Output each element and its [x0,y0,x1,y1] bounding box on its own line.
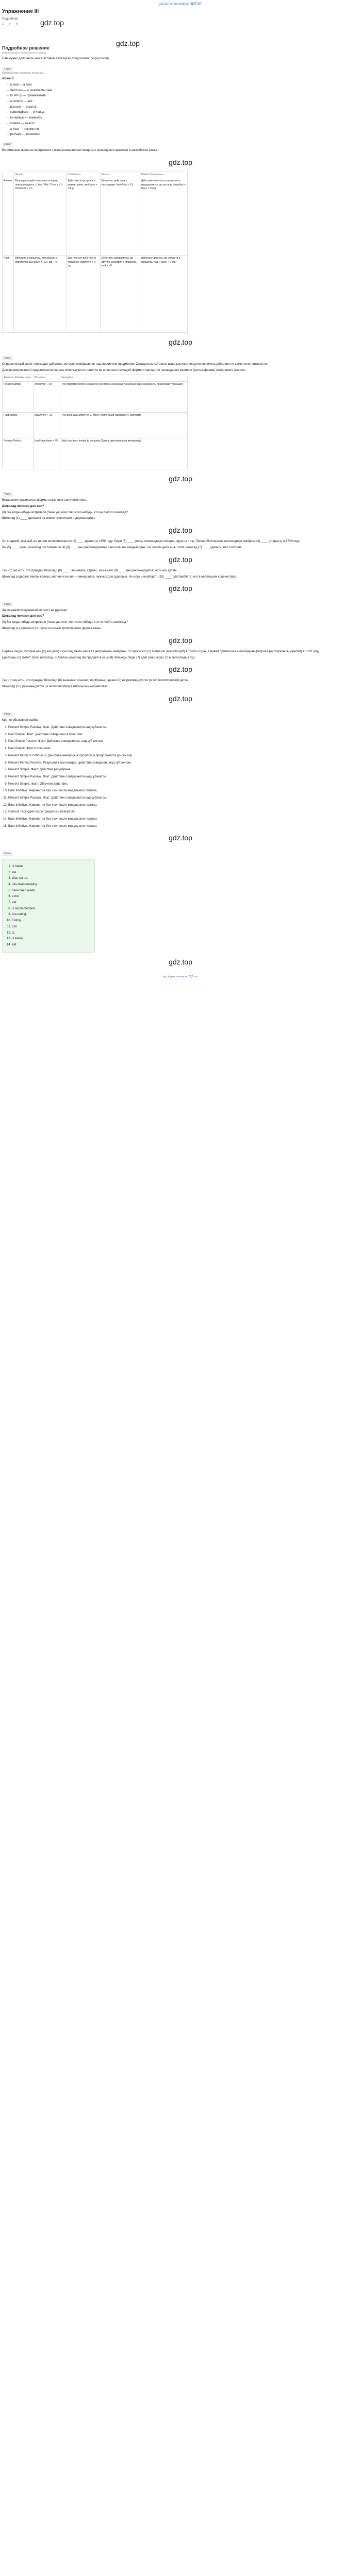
vocab-list [6,83,359,137]
watermark: gdz.top [169,636,192,645]
step-text: Absolut [2,77,14,81]
step-label: 4 шаг [2,492,13,497]
solution-subtitle: Используемые правила/конструкции [2,51,46,55]
watermark: gdz.top [169,665,192,674]
text-paragraph: Первые люди, которые ели (2) ели (ate) шоколад, были майя в Центральной Америке. В Европе его (3) привезли (was brought) в 1520-х годах. Первая британская шоколадная фабрика (4) открылась (opened) в 1728 году. [2,650,320,653]
list-item: 15. Bare Infinitive. Инфинитив без «to» после модального глагола. [8,824,359,829]
answer-item: 3. Was set up. [12,876,90,881]
table-row [3,381,188,412]
text-paragraph: (0) Вы когда-нибудь встречали (have you ever met) кого-нибудь, кто не любит шоколад? [2,511,128,514]
text-title: Шоколад полезен для вас? [2,504,44,508]
list-item: 1. Present Simple Passive. Факт: Действие совершается над субъектом. [8,725,359,730]
answer-item: 1. is made. [12,865,90,869]
list-item: 7. Present Simple. Факт: Действие регулярное. [8,768,359,772]
watermark: gdz.top [169,526,192,534]
text-paragraph: (0) Вы когда-нибудь встречали (have you ever met) кого-нибудь, кто не любит шоколад? [2,621,128,624]
table-cell: Past [3,256,14,333]
exercise-title: Упражнение III [2,9,39,14]
table-header: Examples [60,375,188,381]
step-label: 6 шаг [2,712,13,717]
step-text: Вставляем правильные формы глаголов и получаем текст. [2,499,87,502]
table-cell: Present [3,178,14,256]
text-paragraph: Шоколад (10) рекомендуется (is recommended) в небольших количествах. [2,685,109,689]
answer-box [2,859,95,953]
table-cell: Действие завершилось до другого действия в прошлом. had + V3 [100,256,140,333]
table-cell: Has/Have been + V3 [33,438,60,469]
step-text: Вспоминаем правила построения и использования настоящего и прошедшего времени в английском языке. [2,149,158,152]
step-text: Записываем получившийся текст на русском. [2,608,68,612]
table-cell: Past Simple [3,412,34,438]
table-cell: The important tennis is made by scientists (Значимая теннисная закономерность происходит учеными) [60,381,188,412]
passive-table [2,375,188,469]
list-item: 4. Past Simple. Факт в прошлом. [8,747,359,751]
list-item: 6. Present Perfect Passive. Результат в настоящем: действие совершено над субъектом. [8,761,359,766]
explanations-list [8,725,359,828]
list-item: — a century — век [6,99,359,104]
page [0,0,361,983]
list-item: — to replace — заменить [6,116,359,121]
table-cell: Результат действия в настоящем. have/has + V3 [100,178,140,256]
list-item: 11. Present Simple Passive. Факт: Действие совершается над субъектом. [8,796,359,801]
list-item: 12. Bare Infinitive. Инфинитив без «to» после модального глагола. [8,803,359,808]
watermark: gdz.top [116,39,140,47]
step-label: 2 шаг [2,142,13,147]
answer-label: Ответ [2,852,13,856]
step-text: Определенный залог переходит действие, которое совершается над лицом или предметом. Страдательный залог используется, когда исполнитель действия не важен или неизвестен. [2,362,268,366]
table-cell: Действие длилось до момента в прошлом. had + been + V-ing [140,256,187,333]
answer-item: 11. Eat. [12,925,90,929]
answer-item: 5. have been made. [12,889,90,893]
list-item: 13. Gerund. Герундий после предлога «instead of». [8,810,359,815]
text-paragraph: Так что же есть, это правда? Шоколад (8) ____ (вызывать) кариес, из-за чего (9) ____ (не рекомендуется) есть его детям. [2,569,177,572]
list-item: 2. Past Simple. Факт: Действие совершено в прошлом. [8,733,359,737]
table-row [3,438,188,469]
table-header-row [3,172,188,178]
pager-item-2[interactable]: 2 [9,23,11,26]
text-paragraph: Вы (5) ____ (ешь) шоколад постоянно, если (6) ____ (не рекомендовать) Вам есть его каждый день. На самом деле ешь, хотя шоколад (7) ____ (делать) вас толстым. [2,546,242,549]
intro-text: Нам нужно дополнить текст, вставив в пропуски предлогами, по-русски/пр. [2,57,110,61]
table-row [3,178,188,256]
watermark: gdz.top [169,158,192,166]
table-header-row [3,375,188,381]
watermark: gdz.top [169,474,192,483]
table-row [3,412,188,438]
watermark: gdz.top [169,694,192,703]
answers-list [7,865,90,947]
table-cell: Регулярное действие в настоящем, повторяющееся. I/ You / We / They + V1; He/She/It + V-s [14,178,67,256]
table-header [3,172,14,178]
pager-item-1[interactable]: 1 [2,22,4,27]
list-item: — delicious — a sentimental seat [6,89,359,93]
answer-item: 14. eat. [12,943,90,947]
table-cell: Was/Were + V3 [33,412,60,438]
table-cell: Действие началось в прошлом и продолжается до сих пор. have/has + been + V-ing [140,178,187,256]
list-item: — a seal — a seat [6,83,359,88]
table-cell: Am/Is/Are + V3 [33,381,60,412]
step-text: Для формирования страдательного залога используются глагол to be в соответствующей форме и причастие прошедшего времени (третья форма) смыслового глагола. [2,368,246,372]
answer-item: 8. is recommended. [12,907,90,911]
table-cell: The book was written by J. Milne (Книга была написана А. Милном) [60,412,188,438]
answer-item: 4. has been enjoying. [12,883,90,887]
footer-link[interactable]: gdz.top на ли вопрос ГДЗ топ [163,975,198,978]
list-item: 14. Bare Infinitive. Инфинитив без «to» после модального глагола. [8,817,359,822]
list-item: — instead — вместо [6,122,359,126]
answer-item: 6. Love. [12,894,90,899]
watermark: gdz.top [169,555,192,564]
list-item: 3. Past Simple Passive. Факт: Действие совершилось над субъектом. [8,739,359,744]
watermark: gdz.top [40,19,64,27]
table-header: Simple [14,172,67,178]
solution-title: Подробное решение [2,45,50,50]
step-label: 5 шаг [2,602,13,607]
step-label: 1 шаг [2,67,13,72]
watermark: gdz.top [169,338,192,347]
step-note: Используемые правила: исходный... [2,72,46,75]
table-cell: Действие в прошлом, произошло в определенный момент. V2 / did + V [14,256,67,333]
text-paragraph: Шоколад (1) делается (is made) из семян тропического дерева какао. [2,626,102,630]
watermark: gdz.top [169,834,192,842]
table-header: Continuous [67,172,101,178]
table-header: Tenses in Passive voice [3,375,34,381]
table-cell: Jack has been invited to the party (Джека пригласили на вечеринку) [60,438,188,469]
tab-details[interactable]: Подробнее [2,17,19,21]
table-header: Structure [33,375,60,381]
table-cell: Present Perfect [3,438,34,469]
list-item: 10. Bare Infinitive. Инфинитив без «to» после модального глагола. [8,789,359,793]
table-cell: Present Simple [3,381,34,412]
watermark: gdz.top [169,957,192,966]
watermark: gdz.top [169,584,192,593]
text-paragraph: Он сладкий, вкусный и в целом воспринимается (2) ____ (ранее) в 1650 году. Люди (3) ____ (пить) шоколадные ликеры, фрукты и т.д. Первая британская шоколадная фабрика (4) ____ (открыта) в 1728 году. [2,540,300,544]
step-label: 3 шаг [2,356,13,361]
top-link[interactable]: gdz.top на ли вопрос ГДЗТОП! [159,3,202,6]
table-header: Perfect [100,172,140,178]
list-item: 8. Present Simple Passive. Факт: Действие совершается над субъектом. [8,775,359,779]
table-header: Perfect Continuous [140,172,187,178]
step-text: Кратко объясняем выбор: [2,719,40,722]
answer-item: 10. Eating. [12,919,90,923]
answer-item: 2. ate. [12,871,90,875]
list-item: — a treat — лакомство [6,127,359,132]
text-paragraph: Шоколад содержит много железа, магния и калия — минералов, нужных для здоровья. Но есть и наоборот: (10) ____ (употреблять) его в небольших количествах. [2,575,237,579]
text-paragraph: Шоколад (1) ____ (делают) из семян тропического дерева какао. [2,517,95,520]
list-item: 5. Present Perfect Continuous. Действие началось в прошлом и продолжается до сих пор. [8,754,359,758]
text-paragraph: Так что же есть, это правда? Шоколад (8) вызывает (causes) проблемы, однако (9) не рекомендуется (is not recommended) детям. [2,679,190,683]
list-item: — perhaps — возможно [6,132,359,137]
table-cell: Длительное действие в прошлом. was/were + V-ing [67,256,101,333]
text-title: Шоколад полезен для вас? [2,615,44,618]
answer-item: 7. eat. [12,901,90,905]
tenses-table [2,172,188,333]
list-item: — passion — страсть [6,105,359,110]
table-row [3,256,188,333]
pager-item-3[interactable]: 3 [15,23,18,26]
answer-item: 12. is. [12,931,90,936]
list-item: — carbohydrate — углевод [6,110,359,115]
answer-item: 13. is eating. [12,937,90,941]
text-paragraph: Британцы (5) любят (love) шоколад. В Англии шоколад (6) продаётся (is sold) повсюду. Люди (7) едят (eat) около 10 кг шоколада в год. [2,656,195,659]
list-item: — to set up — организовать [6,94,359,98]
table-cell: Действие в процессе в момент речи. am/is/are + V-ing [67,178,101,256]
list-item: 9. Present Simple. Факт: Обычное действие. [8,782,359,787]
answer-item: 9. Are eating. [12,912,90,917]
